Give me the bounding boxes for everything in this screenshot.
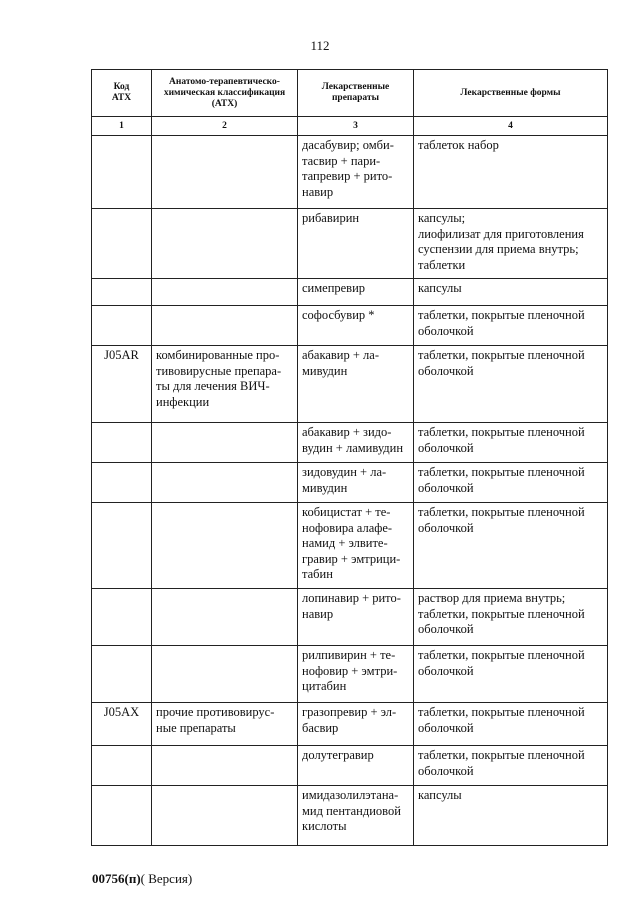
atx-drug-table — [91, 69, 608, 846]
column-number: 3 — [298, 117, 414, 136]
drug-cell: софосбувир * — [298, 306, 414, 346]
table-row — [92, 503, 608, 589]
dosage-form-cell: таблетки, покрытые пленочной оболочкой — [414, 746, 608, 786]
atx-code-cell — [92, 746, 152, 786]
atx-code-cell: J05AX — [92, 703, 152, 746]
dosage-form-cell: таблеток набор — [414, 136, 608, 209]
dosage-form-cell: таблетки, покрытые пленочной оболочкой — [414, 306, 608, 346]
classification-cell — [152, 646, 298, 703]
drug-cell: дасабувир; омби- тасвир + пари- тапревир + рито- навир — [298, 136, 414, 209]
table-header-row — [92, 70, 608, 117]
classification-cell — [152, 589, 298, 646]
dosage-form-cell: таблетки, покрытые пленочной оболочкой — [414, 503, 608, 589]
dosage-form-cell: капсулы — [414, 786, 608, 846]
document-footer — [92, 871, 192, 887]
dosage-form-cell: таблетки, покрытые пленочной оболочкой — [414, 463, 608, 503]
column-number: 1 — [92, 117, 152, 136]
atx-code-cell — [92, 306, 152, 346]
table-row — [92, 589, 608, 646]
table-row — [92, 746, 608, 786]
table-row — [92, 786, 608, 846]
classification-cell — [152, 306, 298, 346]
classification-cell: комбинированные про- тивовирусные препара- ты для лечения ВИЧ- инфекции — [152, 346, 298, 423]
atx-code-cell — [92, 589, 152, 646]
drug-cell: долутегравир — [298, 746, 414, 786]
table-row — [92, 463, 608, 503]
table-row — [92, 646, 608, 703]
atx-code-cell — [92, 279, 152, 306]
table-row — [92, 346, 608, 423]
dosage-form-cell: таблетки, покрытые пленочной оболочкой — [414, 646, 608, 703]
column-number: 4 — [414, 117, 608, 136]
header-atx-code: Код АТХ — [92, 70, 152, 117]
header-dosage-forms: Лекарственные формы — [414, 70, 608, 117]
classification-cell — [152, 279, 298, 306]
dosage-form-cell: капсулы; лиофилизат для приготовления суспензии для приема внутрь; таблетки — [414, 209, 608, 279]
atx-code-cell — [92, 646, 152, 703]
drug-cell: гразопревир + эл- басвир — [298, 703, 414, 746]
drug-cell: симепревир — [298, 279, 414, 306]
dosage-form-cell: таблетки, покрытые пленочной оболочкой — [414, 423, 608, 463]
column-number: 2 — [152, 117, 298, 136]
dosage-form-cell: раствор для приема внутрь; таблетки, покрытые пленочной оболочкой — [414, 589, 608, 646]
classification-cell — [152, 423, 298, 463]
classification-cell: прочие противовирус- ные препараты — [152, 703, 298, 746]
atx-code-cell — [92, 423, 152, 463]
table-row — [92, 136, 608, 209]
dosage-form-cell: таблетки, покрытые пленочной оболочкой — [414, 346, 608, 423]
atx-code-cell — [92, 786, 152, 846]
table-column-number-row — [92, 117, 608, 136]
page-number: 112 — [310, 38, 330, 53]
drug-cell: рилпивирин + те- нофовир + эмтри- цитабин — [298, 646, 414, 703]
classification-cell — [152, 503, 298, 589]
table-row — [92, 209, 608, 279]
document-code: 00756(п) — [92, 871, 141, 886]
document-version: ( Версия) — [140, 871, 193, 886]
classification-cell — [152, 136, 298, 209]
drug-cell: абакавир + зидо- вудин + ламивудин — [298, 423, 414, 463]
drug-cell: имидазолилэтана- мид пентандиовой кислоты — [298, 786, 414, 846]
dosage-form-cell: капсулы — [414, 279, 608, 306]
table-row — [92, 279, 608, 306]
drug-cell: рибавирин — [298, 209, 414, 279]
table-row — [92, 703, 608, 746]
atx-code-cell — [92, 463, 152, 503]
classification-cell — [152, 463, 298, 503]
atx-code-cell — [92, 136, 152, 209]
drug-cell: кобицистат + те- нофовира алафе- намид + элвите- гравир + эмтрици- табин — [298, 503, 414, 589]
classification-cell — [152, 209, 298, 279]
drug-cell: зидовудин + ла- мивудин — [298, 463, 414, 503]
classification-cell — [152, 786, 298, 846]
header-atx-classification: Анатомо-терапевтическо- химическая классификация (АТХ) — [152, 70, 298, 117]
table-row — [92, 306, 608, 346]
classification-cell — [152, 746, 298, 786]
drug-cell: абакавир + ла- мивудин — [298, 346, 414, 423]
header-drugs: Лекарственные препараты — [298, 70, 414, 117]
atx-code-cell: J05AR — [92, 346, 152, 423]
drug-cell: лопинавир + рито- навир — [298, 589, 414, 646]
table-row — [92, 423, 608, 463]
atx-code-cell — [92, 209, 152, 279]
atx-code-cell — [92, 503, 152, 589]
dosage-form-cell: таблетки, покрытые пленочной оболочкой — [414, 703, 608, 746]
